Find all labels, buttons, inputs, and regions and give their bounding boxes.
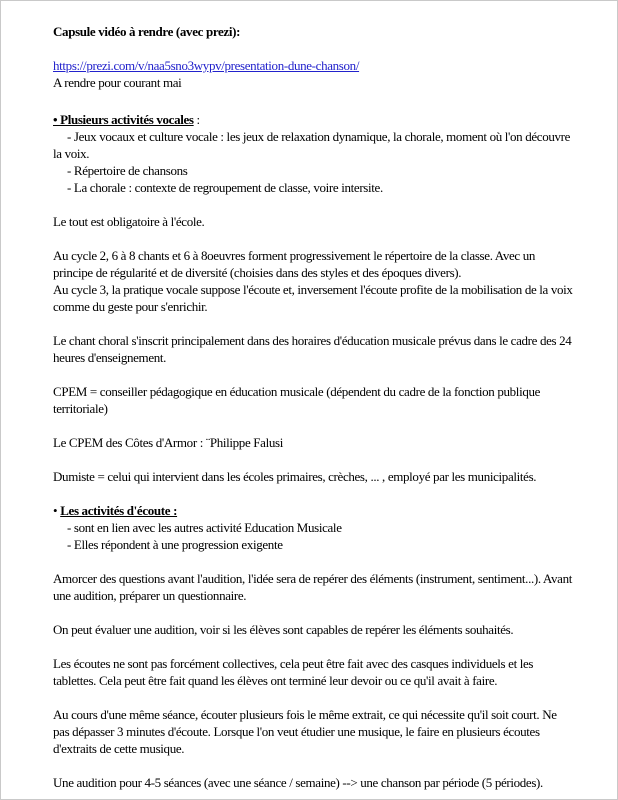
paragraph-seance: Au cours d'une même séance, écouter plusieurs fois le même extrait, ce qui nécessite qu'il soit court. Ne pas dépasser 3 minutes d'écoute. Lorsque l'on veut étudier une musique, le faire en plusieurs écoutes d'extraits de cette musique. bbox=[53, 707, 557, 756]
bullet-icon: • bbox=[53, 503, 58, 518]
heading-activites-ecoute-text: Les activités d'écoute : bbox=[60, 503, 178, 518]
paragraph-amorcer: Amorcer des questions avant l'audition, l'idée sera de repérer des éléments (instrument, sentiment...). Avant une audition, préparer un questionnaire. bbox=[53, 571, 572, 603]
paragraph-cpem-cotes-armor: Le CPEM des Côtes d'Armor : ¨Philippe Falusi bbox=[53, 435, 283, 450]
list-item: - La chorale : contexte de regroupement de classe, voire intersite. bbox=[67, 180, 383, 195]
doc-title: Capsule vidéo à rendre (avec prezi): bbox=[53, 24, 241, 39]
list-item: - sont en lien avec les autres activité Education Musicale bbox=[67, 520, 342, 535]
list-item: - Répertoire de chansons bbox=[67, 163, 188, 178]
paragraph-evaluer: On peut évaluer une audition, voir si les élèves sont capables de repérer les éléments souhaités. bbox=[53, 622, 514, 637]
deadline-line: A rendre pour courant mai bbox=[53, 75, 182, 90]
heading-activites-vocales bbox=[53, 111, 573, 128]
paragraph-dumiste: Dumiste = celui qui intervient dans les écoles primaires, crèches, ... , employé par les municipalités. bbox=[53, 469, 537, 484]
document-page bbox=[1, 1, 618, 791]
paragraph-chant-choral: Le chant choral s'inscrit principalement dans des horaires d'éducation musicale prévus dans le cadre des 24 heures d'enseignement. bbox=[53, 333, 572, 365]
paragraph-cycle3: Au cycle 3, la pratique vocale suppose l'écoute et, inversement l'écoute profite de la mobilisation de la voix comme du geste pour s'enrichir. bbox=[53, 282, 573, 314]
list-item: - Jeux vocaux et culture vocale : les jeux de relaxation dynamique, la chorale, moment où l'on découvre la voix. bbox=[53, 129, 571, 161]
link-line bbox=[53, 57, 573, 74]
prezi-link[interactable]: https://prezi.com/v/naa5sno3wypv/presentation-dune-chanson/ bbox=[53, 58, 360, 73]
paragraph-audition: Une audition pour 4-5 séances (avec une séance / semaine) --> une chanson par période (5 périodes). bbox=[53, 775, 543, 790]
heading-activites-ecoute bbox=[53, 502, 573, 519]
paragraph-ecoutes: Les écoutes ne sont pas forcément collectives, cela peut être fait avec des casques individuels et les tablettes. Cela peut être fait quand les élèves ont terminé leur devoir ou ce qu'il avait à faire. bbox=[53, 656, 534, 688]
paragraph-cycle2: Au cycle 2, 6 à 8 chants et 6 à 8oeuvres forment progressivement le répertoire de la classe. Avec un principe de régularité et de diversité (choisies dans des styles et des époques divers). bbox=[53, 248, 536, 280]
heading-colon: : bbox=[193, 112, 200, 127]
paragraph-cpem-definition: CPEM = conseiller pédagogique en éducation musicale (dépendent du cadre de la fonction publique territoriale) bbox=[53, 384, 541, 416]
heading-activites-vocales-text: • Plusieurs activités vocales bbox=[53, 112, 194, 127]
list-item: - Elles répondent à une progression exigente bbox=[67, 537, 283, 552]
paragraph-obligatoire: Le tout est obligatoire à l'école. bbox=[53, 214, 205, 229]
